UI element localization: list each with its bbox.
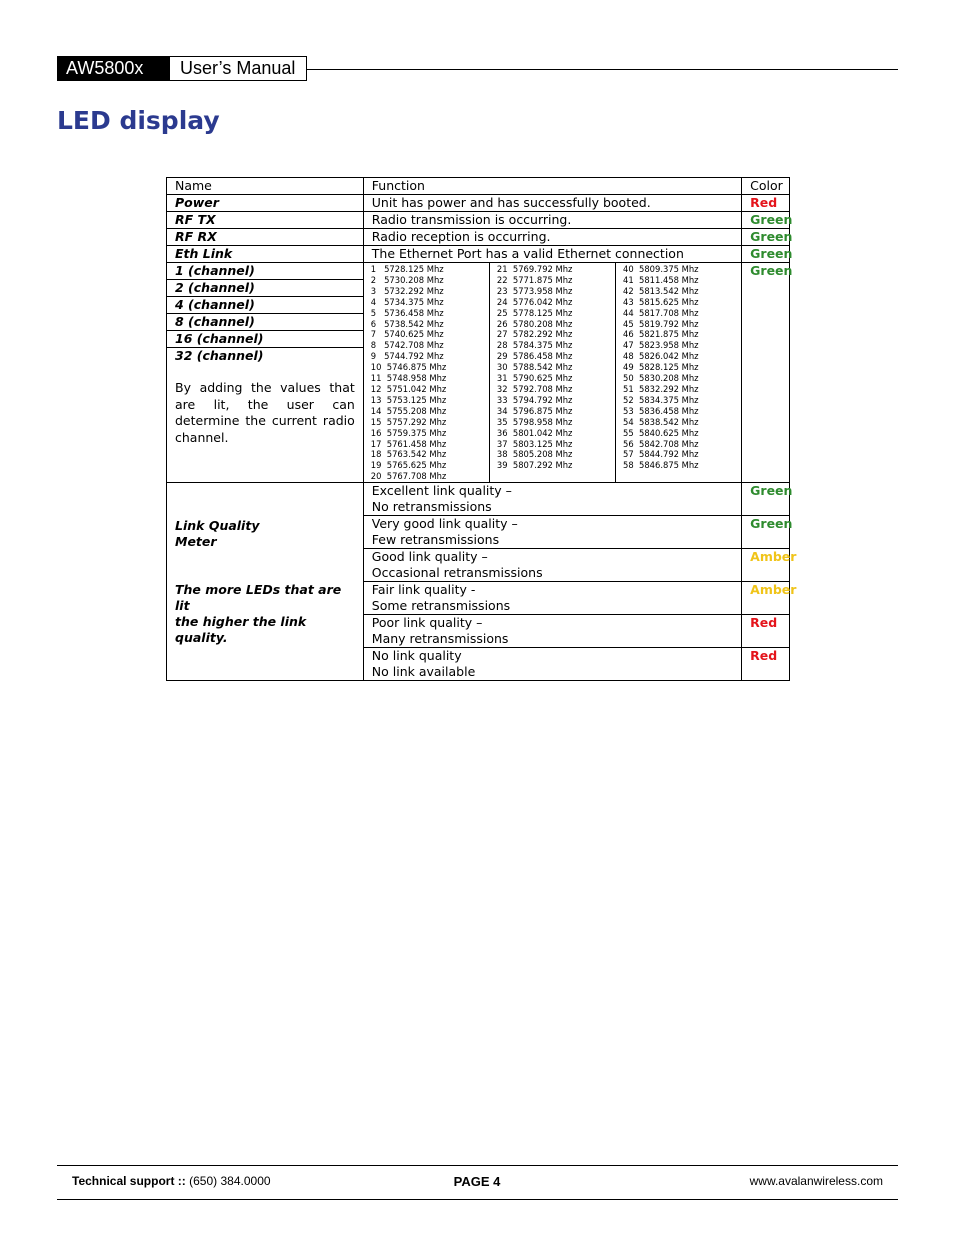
frequency-entry: 54 5838.542 Mhz (623, 416, 699, 427)
frequency-entry: 52 5834.375 Mhz (623, 394, 699, 405)
frequency-entry: 32 5792.708 Mhz (496, 383, 573, 394)
level-color: Red (742, 648, 790, 681)
frequency-entry: 18 5763.542 Mhz (370, 449, 447, 460)
led-table (166, 177, 797, 681)
level-color: Green (742, 516, 790, 549)
frequency-entry: 40 5809.375 Mhz (623, 264, 699, 274)
level-line: Few retransmissions (371, 532, 500, 548)
frequency-entry: 37 5803.125 Mhz (496, 438, 573, 449)
frequency-entry: 3 5732.292 Mhz (370, 285, 444, 296)
channel-color: Green (742, 263, 790, 483)
link-quality-level (363, 483, 741, 516)
frequency-entry: 38 5805.208 Mhz (496, 449, 573, 460)
frequency-entry: 36 5801.042 Mhz (496, 427, 573, 438)
frequency-table (363, 263, 741, 483)
frequency-entry: 11 5748.958 Mhz (370, 373, 447, 384)
link-quality-title-1: Link Quality (175, 517, 260, 533)
frequency-entry: 14 5755.208 Mhz (370, 405, 447, 416)
header-function: Function (363, 178, 741, 195)
frequency-entry: 30 5788.542 Mhz (496, 362, 573, 373)
channel-item: 1 (channel) (167, 263, 363, 280)
frequency-entry: 9 5744.792 Mhz (370, 351, 444, 362)
support-label: Technical support :: (72, 1174, 186, 1188)
frequency-entry: 8 5742.708 Mhz (370, 340, 444, 351)
level-line: No link quality (371, 648, 462, 664)
level-color: Amber (742, 582, 790, 615)
row-function: Unit has power and has successfully booted. (363, 195, 741, 212)
channel-note: By adding the values that are lit, the user can determine the current radio channel. (175, 380, 355, 445)
header-name: Name (167, 178, 364, 195)
frequency-column-3 (615, 263, 741, 482)
link-quality-level (363, 549, 741, 582)
level-line: Some retransmissions (371, 598, 511, 614)
frequency-entry: 23 5773.958 Mhz (496, 285, 573, 296)
frequency-entry: 51 5832.292 Mhz (623, 383, 699, 394)
level-line: Good link quality – (371, 549, 488, 565)
level-line: No link available (371, 664, 476, 680)
link-quality-level (363, 582, 741, 615)
frequency-entry: 53 5836.458 Mhz (623, 405, 699, 416)
frequency-entry: 50 5830.208 Mhz (623, 373, 699, 384)
level-color: Green (742, 483, 790, 516)
frequency-entry: 7 5740.625 Mhz (370, 329, 444, 340)
row-color: Green (742, 229, 790, 246)
level-line: Excellent link quality – (371, 483, 512, 499)
frequency-entry: 47 5823.958 Mhz (623, 340, 699, 351)
level-line: Many retransmissions (371, 631, 509, 647)
frequency-entry: 33 5794.792 Mhz (496, 394, 573, 405)
level-line: Poor link quality – (371, 615, 483, 631)
frequency-entry: 56 5842.708 Mhz (623, 438, 699, 449)
table-row (167, 229, 790, 246)
support-phone: (650) 384.0000 (189, 1174, 271, 1188)
row-color: Green (742, 246, 790, 263)
link-quality-name (167, 483, 364, 681)
channel-item: 4 (channel) (167, 297, 363, 314)
frequency-entry: 24 5776.042 Mhz (496, 296, 573, 307)
frequency-entry: 19 5765.625 Mhz (370, 460, 447, 471)
header-color: Color (742, 178, 790, 195)
footer-rule-top (57, 1165, 898, 1166)
row-function: Radio transmission is occurring. (363, 212, 741, 229)
frequency-entry: 41 5811.458 Mhz (623, 274, 699, 285)
level-color: Red (742, 615, 790, 648)
level-line: Fair link quality - (371, 582, 476, 598)
row-name: Eth Link (167, 246, 364, 263)
frequency-entry: 44 5817.708 Mhz (623, 307, 699, 318)
frequency-entry: 29 5786.458 Mhz (496, 351, 573, 362)
frequency-entry: 5 5736.458 Mhz (370, 307, 444, 318)
frequency-entry: 25 5778.125 Mhz (496, 307, 573, 318)
frequency-entry: 48 5826.042 Mhz (623, 351, 699, 362)
channel-item: 8 (channel) (167, 314, 363, 331)
channel-item: 16 (channel) (167, 331, 363, 348)
table-row (167, 246, 790, 263)
frequency-column-2 (489, 263, 615, 482)
frequency-entry: 21 5769.792 Mhz (496, 264, 573, 274)
link-quality-level (363, 615, 741, 648)
frequency-entry: 42 5813.542 Mhz (623, 285, 699, 296)
frequency-entry: 20 5767.708 Mhz (370, 471, 447, 482)
table-row (167, 195, 790, 212)
frequency-entry: 15 5757.292 Mhz (370, 416, 447, 427)
table-header-row (167, 178, 790, 195)
frequency-entry: 16 5759.375 Mhz (370, 427, 447, 438)
row-function: Radio reception is occurring. (363, 229, 741, 246)
link-quality-title-2: Meter (175, 533, 217, 549)
frequency-entry: 31 5790.625 Mhz (496, 373, 573, 384)
link-quality-level (363, 648, 741, 681)
row-color: Green (742, 212, 790, 229)
page-number: PAGE 4 (453, 1174, 501, 1189)
frequency-entry: 43 5815.625 Mhz (623, 296, 699, 307)
level-line: No retransmissions (371, 499, 492, 515)
row-name: RF RX (167, 229, 364, 246)
row-function: The Ethernet Port has a valid Ethernet connection (363, 246, 741, 263)
link-quality-note-2: the higher the link quality. (175, 613, 307, 645)
row-name: Power (167, 195, 364, 212)
frequency-entry: 4 5734.375 Mhz (370, 296, 444, 307)
footer-rule-bottom (57, 1199, 898, 1200)
level-color: Amber (742, 549, 790, 582)
link-quality-note-1: The more LEDs that are lit (175, 581, 342, 613)
frequency-entry: 17 5761.458 Mhz (370, 438, 447, 449)
row-color: Red (742, 195, 790, 212)
table-row (167, 212, 790, 229)
frequency-entry: 35 5798.958 Mhz (496, 416, 573, 427)
frequency-entry: 2 5730.208 Mhz (370, 274, 444, 285)
level-line: Occasional retransmissions (371, 565, 543, 581)
frequency-entry: 46 5821.875 Mhz (623, 329, 699, 340)
frequency-entry: 13 5753.125 Mhz (370, 394, 447, 405)
frequency-entry: 6 5738.542 Mhz (370, 318, 444, 329)
website-link[interactable]: www.avalanwireless.com (749, 1174, 883, 1188)
row-name: RF TX (167, 212, 364, 229)
frequency-entry: 49 5828.125 Mhz (623, 362, 699, 373)
manual-label: User’s Manual (169, 56, 307, 81)
link-quality-row (167, 483, 790, 516)
frequency-column-1 (364, 263, 489, 482)
link-quality-level (363, 516, 741, 549)
frequency-entry: 26 5780.208 Mhz (496, 318, 573, 329)
channel-item: 2 (channel) (167, 280, 363, 297)
frequency-entry: 12 5751.042 Mhz (370, 383, 447, 394)
frequency-entry: 39 5807.292 Mhz (496, 460, 573, 471)
channel-names (167, 263, 364, 483)
frequency-entry: 28 5784.375 Mhz (496, 340, 573, 351)
channel-item: 32 (channel) (175, 348, 264, 363)
frequency-entry: 27 5782.292 Mhz (496, 329, 573, 340)
level-line: Very good link quality – (371, 516, 518, 532)
channel-row (167, 263, 790, 483)
frequency-entry: 57 5844.792 Mhz (623, 449, 699, 460)
frequency-entry: 55 5840.625 Mhz (623, 427, 699, 438)
header-rule (307, 69, 898, 70)
model-label: AW5800x (57, 56, 169, 81)
frequency-entry: 45 5819.792 Mhz (623, 318, 699, 329)
frequency-entry: 22 5771.875 Mhz (496, 274, 573, 285)
frequency-entry: 10 5746.875 Mhz (370, 362, 447, 373)
frequency-entry: 34 5796.875 Mhz (496, 405, 573, 416)
page-title: LED display (57, 106, 220, 135)
frequency-entry: 58 5846.875 Mhz (623, 460, 699, 471)
frequency-entry: 1 5728.125 Mhz (370, 264, 444, 274)
